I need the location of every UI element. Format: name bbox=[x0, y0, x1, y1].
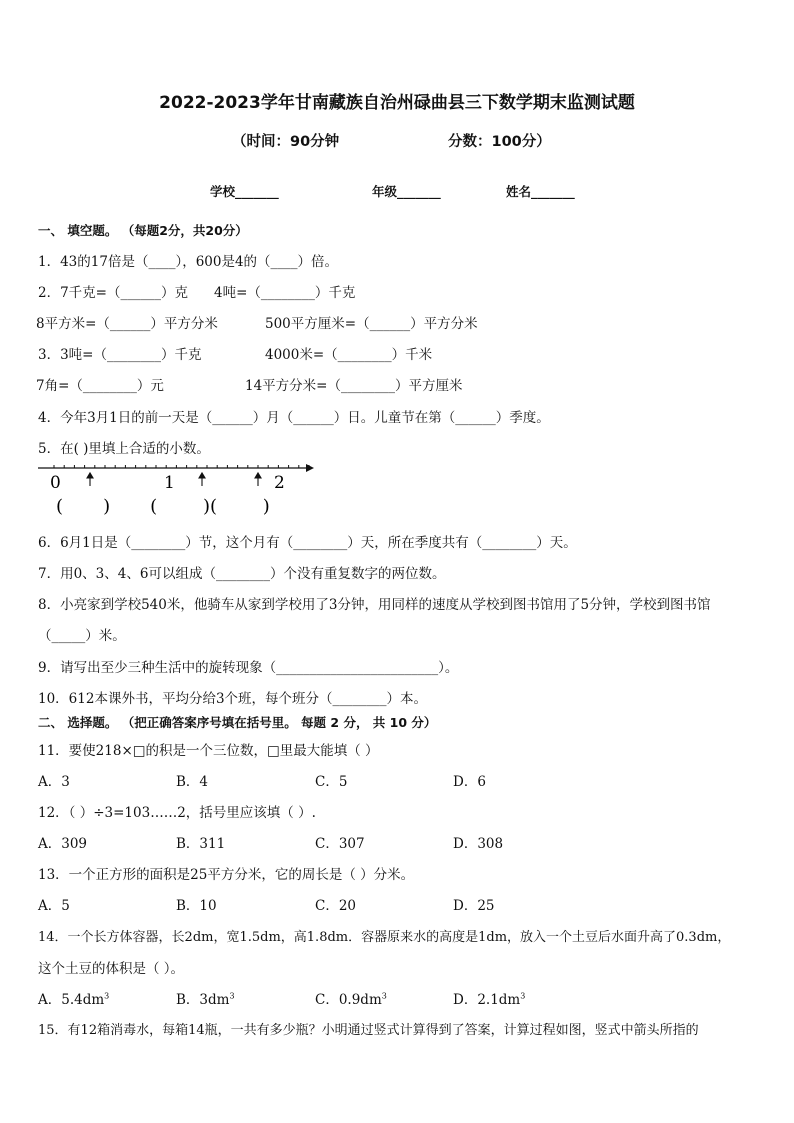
q14-option-c: C．$0.9dm^3$ bbox=[315, 991, 387, 1008]
number-line-arrowhead bbox=[87, 473, 93, 478]
number-line-blanks: ( ) ( )( ) bbox=[56, 496, 270, 517]
number-line-figure bbox=[36, 462, 326, 522]
q14-option-d: D．$2.1dm^3$ bbox=[453, 991, 526, 1008]
question-8-line-2: （_____）米。 bbox=[38, 628, 126, 644]
question-14-line-2: 这个土豆的体积是（ ）。 bbox=[38, 961, 185, 977]
question-7: 7．用0、3、4、6可以组成（________）个没有重复数字的两位数。 bbox=[38, 566, 446, 582]
q13-option-a: A．5 bbox=[38, 898, 70, 914]
question-2d: 500平方厘米=（______）平方分米 bbox=[265, 316, 478, 332]
question-15: 15．有12箱消毒水，每箱14瓶，一共有多少瓶？小明通过竖式计算得到了答案，计算过程如图，竖式中箭头所指的 bbox=[38, 1023, 699, 1038]
question-8-line-1: 8．小亮家到学校540米，他骑车从家到学校用了3分钟，用同样的速度从学校到图书馆用了5分钟，学校到图书馆 bbox=[38, 597, 711, 613]
question-9: 9．请写出至少三种生活中的旋转现象（________________________）。 bbox=[38, 660, 459, 676]
number-line-label-2: 2 bbox=[274, 473, 285, 493]
q14-option-a: A．$5.4dm^3$ bbox=[38, 991, 110, 1008]
q14-option-b: B．$3dm^3$ bbox=[176, 991, 235, 1008]
q12-option-b: B．311 bbox=[176, 836, 226, 852]
number-line-arrowhead bbox=[199, 473, 205, 478]
q13-option-b: B．10 bbox=[176, 898, 217, 914]
exam-time: （时间：90分钟 bbox=[232, 134, 340, 150]
question-10: 10．612本课外书，平均分给3个班，每个班分（________）本。 bbox=[38, 691, 428, 707]
exam-title: 2022-2023学年甘南藏族自治州碌曲县三下数学期末监测试题 bbox=[159, 93, 635, 113]
question-11: 11．要使218×□的积是一个三位数，□里最大能填（ ） bbox=[38, 743, 379, 759]
exam-score: 分数：100分） bbox=[448, 134, 551, 150]
name-field: 姓名_______ bbox=[506, 184, 575, 199]
question-3c: 7角=（________）元 bbox=[36, 378, 164, 394]
question-2c: 8平方米=（______）平方分米 bbox=[36, 316, 218, 332]
q12-option-d: D．308 bbox=[453, 836, 504, 852]
question-6: 6．6月1日是（________）节，这个月有（________）天，所在季度共有（________）天。 bbox=[38, 535, 577, 551]
q11-option-b: B．4 bbox=[176, 774, 209, 790]
number-line-label-0: 0 bbox=[50, 473, 61, 493]
question-14-line-1: 14．一个长方体容器，长2dm，宽1.5dm，高1.8dm．容器原来水的高度是1dm，放入一个土豆后水面升高了0.3dm， bbox=[38, 930, 731, 945]
q11-option-c: C．5 bbox=[315, 774, 348, 790]
q12-option-c: C．307 bbox=[315, 836, 365, 852]
q11-option-a: A．3 bbox=[38, 774, 70, 790]
question-3d: 14平方分米=（________）平方厘米 bbox=[245, 378, 463, 394]
q13-option-d: D．25 bbox=[453, 898, 495, 914]
question-13: 13．一个正方形的面积是25平方分米，它的周长是（ ）分米。 bbox=[38, 867, 415, 883]
school-field: 学校_______ bbox=[210, 184, 279, 199]
section-heading-choice: 二、 选择题。 （把正确答案序号填在括号里。 每题 2 分， 共 10 分） bbox=[38, 715, 437, 730]
question-3b: 4000米=（________）千米 bbox=[265, 347, 433, 363]
section-heading-fill-in: 一、 填空题。 （每题2分，共20分） bbox=[38, 223, 248, 238]
q12-option-a: A．309 bbox=[38, 836, 88, 852]
grade-field: 年级_______ bbox=[372, 184, 441, 199]
number-line-label-1: 1 bbox=[164, 473, 175, 493]
number-line-arrowhead bbox=[255, 473, 261, 478]
question-5: 5．在( )里填上合适的小数。 bbox=[38, 441, 210, 457]
q11-option-d: D．6 bbox=[453, 774, 486, 790]
question-2b: 4吨=（________）千克 bbox=[214, 285, 356, 301]
q13-option-c: C．20 bbox=[315, 898, 357, 914]
question-2a: 2．7千克=（______）克 bbox=[38, 285, 188, 301]
question-4: 4．今年3月1日的前一天是（______）月（______）日。儿童节在第（______）季度。 bbox=[38, 410, 550, 426]
question-3a: 3．3吨=（________）千克 bbox=[38, 347, 202, 363]
question-12: 12．（ ）÷3=103……2，括号里应该填（ ）. bbox=[38, 805, 316, 821]
question-1: 1．43的17倍是（____），600是4的（____）倍。 bbox=[38, 254, 339, 270]
